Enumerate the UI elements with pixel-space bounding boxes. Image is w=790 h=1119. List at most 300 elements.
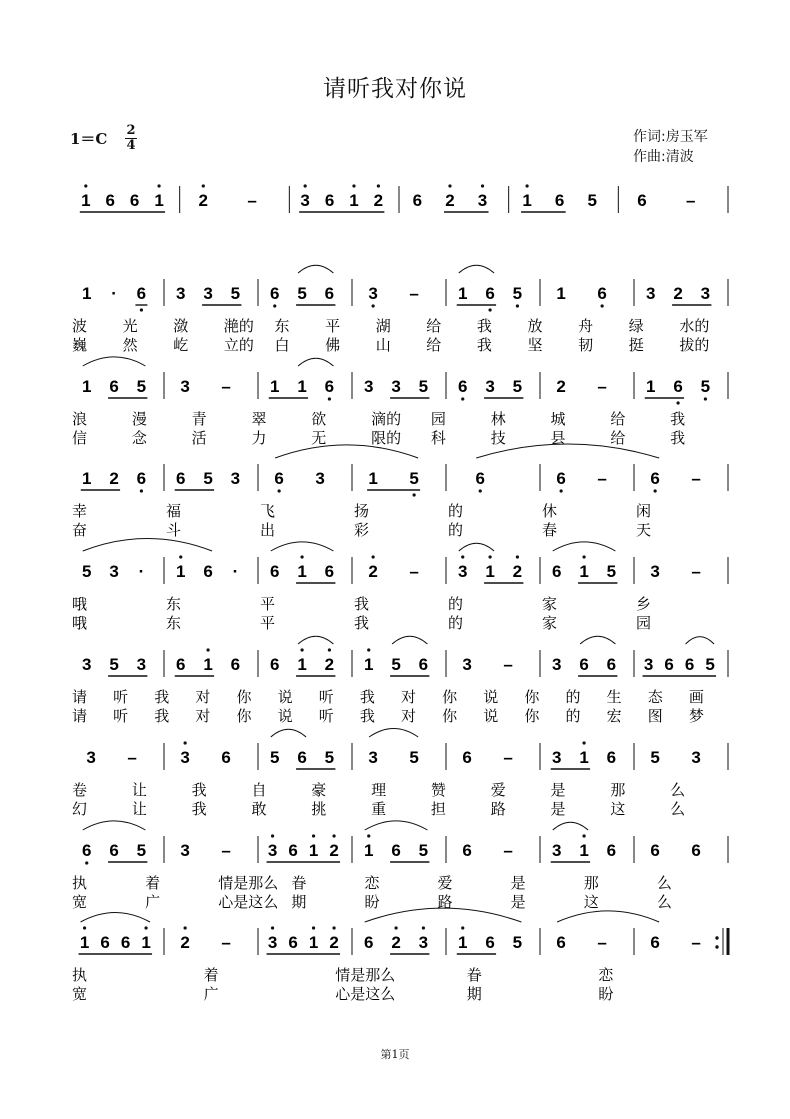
note: 6 [579,655,589,674]
lyric-syllable: 挑 [311,800,327,818]
note: 5 [203,469,213,488]
lyric-syllable: 眷 [466,966,482,984]
lyric-syllable: 扬 [354,502,370,520]
octave-dot-high [312,926,315,929]
lyric-syllable: 拔的 [679,336,710,354]
note: 6 [270,562,280,581]
octave-dot-high [184,926,187,929]
repeat-dot [715,945,718,948]
octave-dot-low [140,308,143,311]
lyric-syllable: 然 [122,336,138,354]
lyric-syllable: 幻 [72,800,88,818]
lyric-syllable: 广 [203,985,219,1003]
note: – [691,469,701,488]
lyric-syllable: 限的 [371,429,402,447]
lyric-syllable: 平 [260,614,276,632]
lyric-syllable: 潋 [173,317,189,335]
slur [81,913,151,922]
octave-dot-low [560,489,563,492]
lyric-syllable: 盼 [364,893,380,911]
lyric-syllable: 春 [542,521,558,539]
lyric-syllable: 的 [448,595,464,613]
note: 1 [364,655,374,674]
lyric-syllable: 对 [401,688,417,706]
lyric-syllable: 坚 [527,336,543,354]
note: 6 [556,933,566,952]
note: 6 [637,191,647,210]
lyric-syllable: 赞 [430,781,446,799]
octave-dot-high [202,184,205,187]
slur [459,265,494,273]
note: 6 [673,377,683,396]
note: 1 [81,191,91,210]
lyric-syllable: 的 [448,502,464,520]
note: 3 [691,748,701,767]
octave-dot-high [377,184,380,187]
lyric-syllable: 说 [483,688,499,706]
note: 6 [664,655,674,674]
lyric-syllable: 重 [371,800,387,818]
note: – [221,841,231,860]
octave-dot-high [179,555,182,558]
lyric-syllable: 说 [277,707,293,725]
lyric-syllable: 卷 [72,781,88,799]
lyric-syllable: 翠 [251,410,267,428]
lyric-syllable: 听 [318,688,334,706]
slur [298,358,333,366]
lyric-syllable: 飞 [260,502,276,520]
note: 3 [485,377,495,396]
note: 6 [554,191,565,210]
note: 2 [445,191,455,210]
note: 3 [391,377,401,396]
lyric-syllable: 我 [476,317,492,335]
note: 1 [308,841,319,860]
lyric-syllable: 立的 [223,336,254,354]
slur [271,542,334,551]
note: 1 [579,841,589,860]
octave-dot-high [184,741,187,744]
lyric-syllable: 自 [251,781,267,799]
octave-dot-high [304,184,307,187]
note: 6 [684,655,695,674]
page-number: 第1页 [380,1048,410,1061]
note: · [138,562,145,581]
note: 5 [606,562,617,581]
lyric-syllable: 听 [113,688,129,706]
note: 5 [409,748,419,767]
octave-dot-high [422,926,425,929]
note: 5 [297,284,307,303]
lyric-syllable: 彩 [354,521,370,539]
note: 5 [650,748,660,767]
slur [553,542,616,551]
octave-dot-high [83,926,86,929]
note: 6 [462,748,472,767]
note: 6 [606,841,617,860]
octave-dot-high [525,184,528,187]
lyric-syllable: 爱 [490,781,506,799]
lyric-syllable: 期 [466,985,482,1003]
note: 3 [643,655,654,674]
note: 6 [270,284,280,303]
lyric-syllable: 那 [583,874,599,892]
note: 3 [552,655,562,674]
octave-dot-high [352,184,355,187]
octave-dot-high [328,648,331,651]
lyric-syllable: 闲 [636,502,652,520]
lyric-syllable: 屹 [173,336,189,354]
octave-dot-high [300,648,303,651]
lyric-syllable: 我 [191,800,207,818]
octave-dot-high [582,741,585,744]
lyric-syllable: 我 [154,688,170,706]
slur [83,539,212,551]
note: 6 [105,191,115,210]
lyric-syllable: 哦 [72,595,88,613]
lyric-syllable: 的 [448,614,464,632]
octave-dot-low [413,493,416,496]
octave-dot-high [367,648,370,651]
lyric-syllable: 情是那么 [218,874,279,892]
slur [365,821,428,830]
note: 6 [82,841,92,860]
note: 6 [391,841,401,860]
lyric-syllable: 的 [565,707,581,725]
note: 6 [462,841,472,860]
lyric-syllable: 心是这么 [335,985,396,1003]
note: 3 [203,284,213,303]
lyric-syllable: 滴的 [371,410,402,428]
octave-dot-low [273,304,276,307]
lyric-syllable: 着 [203,966,219,984]
note: 2 [673,284,683,303]
note: 2 [368,562,378,581]
lyric-syllable: 力 [251,429,267,447]
note: 1 [82,377,92,396]
lyric-syllable: 园 [430,410,446,428]
lyric-syllable: 光 [122,317,138,335]
note: 3 [267,933,278,952]
note: 6 [120,933,131,952]
note: 5 [324,748,335,767]
note: – [597,377,607,396]
lyric-syllable: 给 [426,317,442,335]
octave-dot-high [516,555,519,558]
note: 1 [485,562,495,581]
note: 1 [458,284,468,303]
slur [459,543,494,551]
lyric-syllable: 的 [565,688,581,706]
octave-dot-high [332,834,335,837]
lyric-syllable: 出 [260,521,276,539]
slur [557,911,659,922]
note: 1 [82,284,92,303]
note: 6 [136,284,147,303]
note: 6 [324,562,335,581]
note: 1 [176,562,186,581]
note: 3 [180,748,190,767]
lyric-syllable: 你 [236,688,252,706]
lyric-syllable: 念 [131,429,147,447]
note: 6 [176,469,186,488]
lyric-syllable: 休 [542,502,558,520]
note: 3 [552,748,562,767]
octave-dot-high [582,555,585,558]
lyric-syllable: 听 [318,707,334,725]
lyric-syllable: 园 [636,614,652,632]
lyric-syllable: 的 [448,521,464,539]
note: 6 [650,841,660,860]
octave-dot-low [372,304,375,307]
lyric-syllable: 平 [325,317,341,335]
note: 2 [391,933,401,952]
lyric-syllable: 执 [72,874,88,892]
lyric-syllable: 浪 [72,410,88,428]
note: 3 [180,841,190,860]
octave-dot-low [676,401,679,404]
lyric-syllable: 东 [166,614,182,632]
note: 1 [364,841,374,860]
slur [369,729,418,737]
lyric-syllable: 这 [610,800,626,818]
note: 2 [180,933,190,952]
note: 3 [300,191,310,210]
note: 6 [288,933,298,952]
note: 3 [86,748,96,767]
lyric-syllable: 我 [354,614,370,632]
note: 3 [646,284,656,303]
lyric-syllable: 技 [490,429,506,447]
lyric-syllable: 路 [490,800,506,818]
lyric-syllable: 说 [277,688,293,706]
lyric-syllable: 路 [437,893,453,911]
octave-dot-low [140,489,143,492]
note: 3 [109,562,119,581]
note: 1 [154,191,164,210]
lyric-syllable: 恋 [364,874,380,892]
note: 6 [412,191,423,210]
lyric-syllable: 天 [636,521,652,539]
lyric-syllable: 这 [583,893,599,911]
lyric-syllable: 你 [236,707,252,725]
note: 3 [552,841,562,860]
octave-dot-high [461,926,464,929]
lyric-syllable: 梦 [688,707,704,725]
octave-dot-high [394,926,397,929]
note: 6 [650,933,660,952]
note: 3 [368,748,378,767]
lyric-syllable: 你 [524,707,540,725]
note: 5 [512,377,523,396]
lyric-syllable: 你 [524,688,540,706]
repeat-dot [715,936,718,939]
lyric-syllable: 活 [191,429,207,447]
slur [392,636,427,644]
lyric-syllable: 你 [442,688,458,706]
note: 1 [349,191,359,210]
lyric-syllable: 画 [688,688,704,706]
note: 6 [324,191,335,210]
note: 2 [324,655,335,674]
lyric-syllable: 广 [145,893,161,911]
lyric-syllable: 听 [113,707,129,725]
lyric-syllable: 理 [371,781,387,799]
note: 6 [176,655,186,674]
lyric-syllable: 我 [670,429,686,447]
lyric-syllable: 奋 [72,521,88,539]
lyric-syllable: 生 [606,688,622,706]
lyric-syllable: 放 [527,317,543,335]
lyric-syllable: 白 [274,336,290,354]
note: 1 [297,377,307,396]
note: 6 [691,841,701,860]
lyric-syllable: 宽 [72,893,88,911]
octave-dot-high [488,555,491,558]
lyric-syllable: 是 [510,874,526,892]
note: 3 [267,841,278,860]
lyric-syllable: 乡 [636,595,652,613]
octave-dot-low [516,304,519,307]
lyric-syllable: 舟 [578,317,594,335]
lyric-syllable: 信 [72,429,88,447]
note: 3 [180,377,190,396]
octave-dot-high [206,648,209,651]
note: 3 [364,377,374,396]
note: 5 [230,284,241,303]
lyric-syllable: 是 [550,800,566,818]
octave-dot-high [300,555,303,558]
octave-dot-high [582,834,585,837]
lyric-syllable: 林 [490,410,506,428]
lyric-syllable: 东 [166,595,182,613]
note: 2 [512,562,523,581]
lyric-syllable: 城 [550,410,566,428]
lyric-syllable: 家 [542,595,558,613]
note: 1 [579,748,589,767]
note: – [409,284,419,303]
octave-dot-low [479,489,482,492]
octave-dot-high [271,834,274,837]
lyric-syllable: 挺 [628,336,644,354]
note: 6 [418,655,429,674]
note: 2 [556,377,566,396]
key-signature: 1＝C [70,130,108,148]
lyric-syllable: 请 [72,707,88,725]
lyric-syllable: 么 [670,800,686,818]
lyric-syllable: 眷 [291,874,307,892]
octave-dot-low [278,489,281,492]
lyric-syllable: 让 [131,800,147,818]
note: – [597,933,607,952]
note: – [503,748,513,767]
lyric-syllable: 我 [359,688,375,706]
lyric-syllable: 我 [354,595,370,613]
octave-dot-high [157,184,160,187]
lyric-syllable: 我 [191,781,207,799]
lyric-syllable: 盼 [598,985,614,1003]
note: 5 [700,377,711,396]
note: – [409,562,419,581]
octave-dot-low [488,308,491,311]
lyric-syllable: 无 [311,429,327,447]
lyric-syllable: 豪 [311,781,327,799]
lyric-syllable: 福 [166,502,182,520]
octave-dot-low [601,304,604,307]
octave-dot-high [312,834,315,837]
lyric-syllable: 情是那么 [335,966,396,984]
octave-dot-high [372,555,375,558]
note: 6 [270,655,280,674]
lyric-syllable: 山 [375,336,391,354]
slur [686,637,715,644]
note: 1 [522,191,532,210]
octave-dot-low [328,397,331,400]
octave-dot-high [461,555,464,558]
note: 6 [552,562,562,581]
lyric-syllable: 对 [195,688,211,706]
lyric-syllable: 欲 [311,410,327,428]
note: 6 [650,469,660,488]
note: 6 [606,655,617,674]
lyric-syllable: 漫 [131,410,147,428]
note: 1 [270,377,280,396]
note: 6 [274,469,284,488]
note: 6 [230,655,241,674]
lyric-syllable: 哦 [72,614,88,632]
octave-dot-high [448,184,451,187]
slur [580,636,615,644]
note: · [111,284,117,303]
note: 5 [82,562,92,581]
note: – [597,469,607,488]
lyric-syllable: 着 [145,874,161,892]
slur [553,822,588,830]
meter-bottom: 4 [126,138,136,153]
lyric-syllable: 波 [72,317,88,335]
note: – [247,191,257,210]
lyric-syllable: 让 [131,781,147,799]
note: 6 [109,841,119,860]
lyric-syllable: 滟的 [223,317,254,335]
lyric-syllable: 是 [550,781,566,799]
note: 3 [82,655,92,674]
note: 2 [109,469,119,488]
lyric-syllable: 湖 [375,317,391,335]
lyric-syllable: 家 [542,614,558,632]
lyric-syllable: 东 [274,317,290,335]
lyric-syllable: 担 [430,800,446,818]
note: 1 [308,933,319,952]
note: 3 [368,284,378,303]
note: 6 [475,469,485,488]
note: – [503,655,513,674]
lyric-syllable: 科 [430,429,446,447]
lyric-syllable: 么 [656,893,672,911]
note: 6 [109,377,119,396]
note: 5 [512,933,523,952]
note: 6 [136,469,147,488]
lyric-syllable: 幸 [72,502,88,520]
note: – [691,933,701,952]
note: 3 [176,284,186,303]
note: 3 [458,562,468,581]
lyric-syllable: 是 [510,893,526,911]
lyric-syllable: 平 [260,595,276,613]
slur [298,636,333,644]
note: 5 [512,284,523,303]
note: 1 [556,284,566,303]
